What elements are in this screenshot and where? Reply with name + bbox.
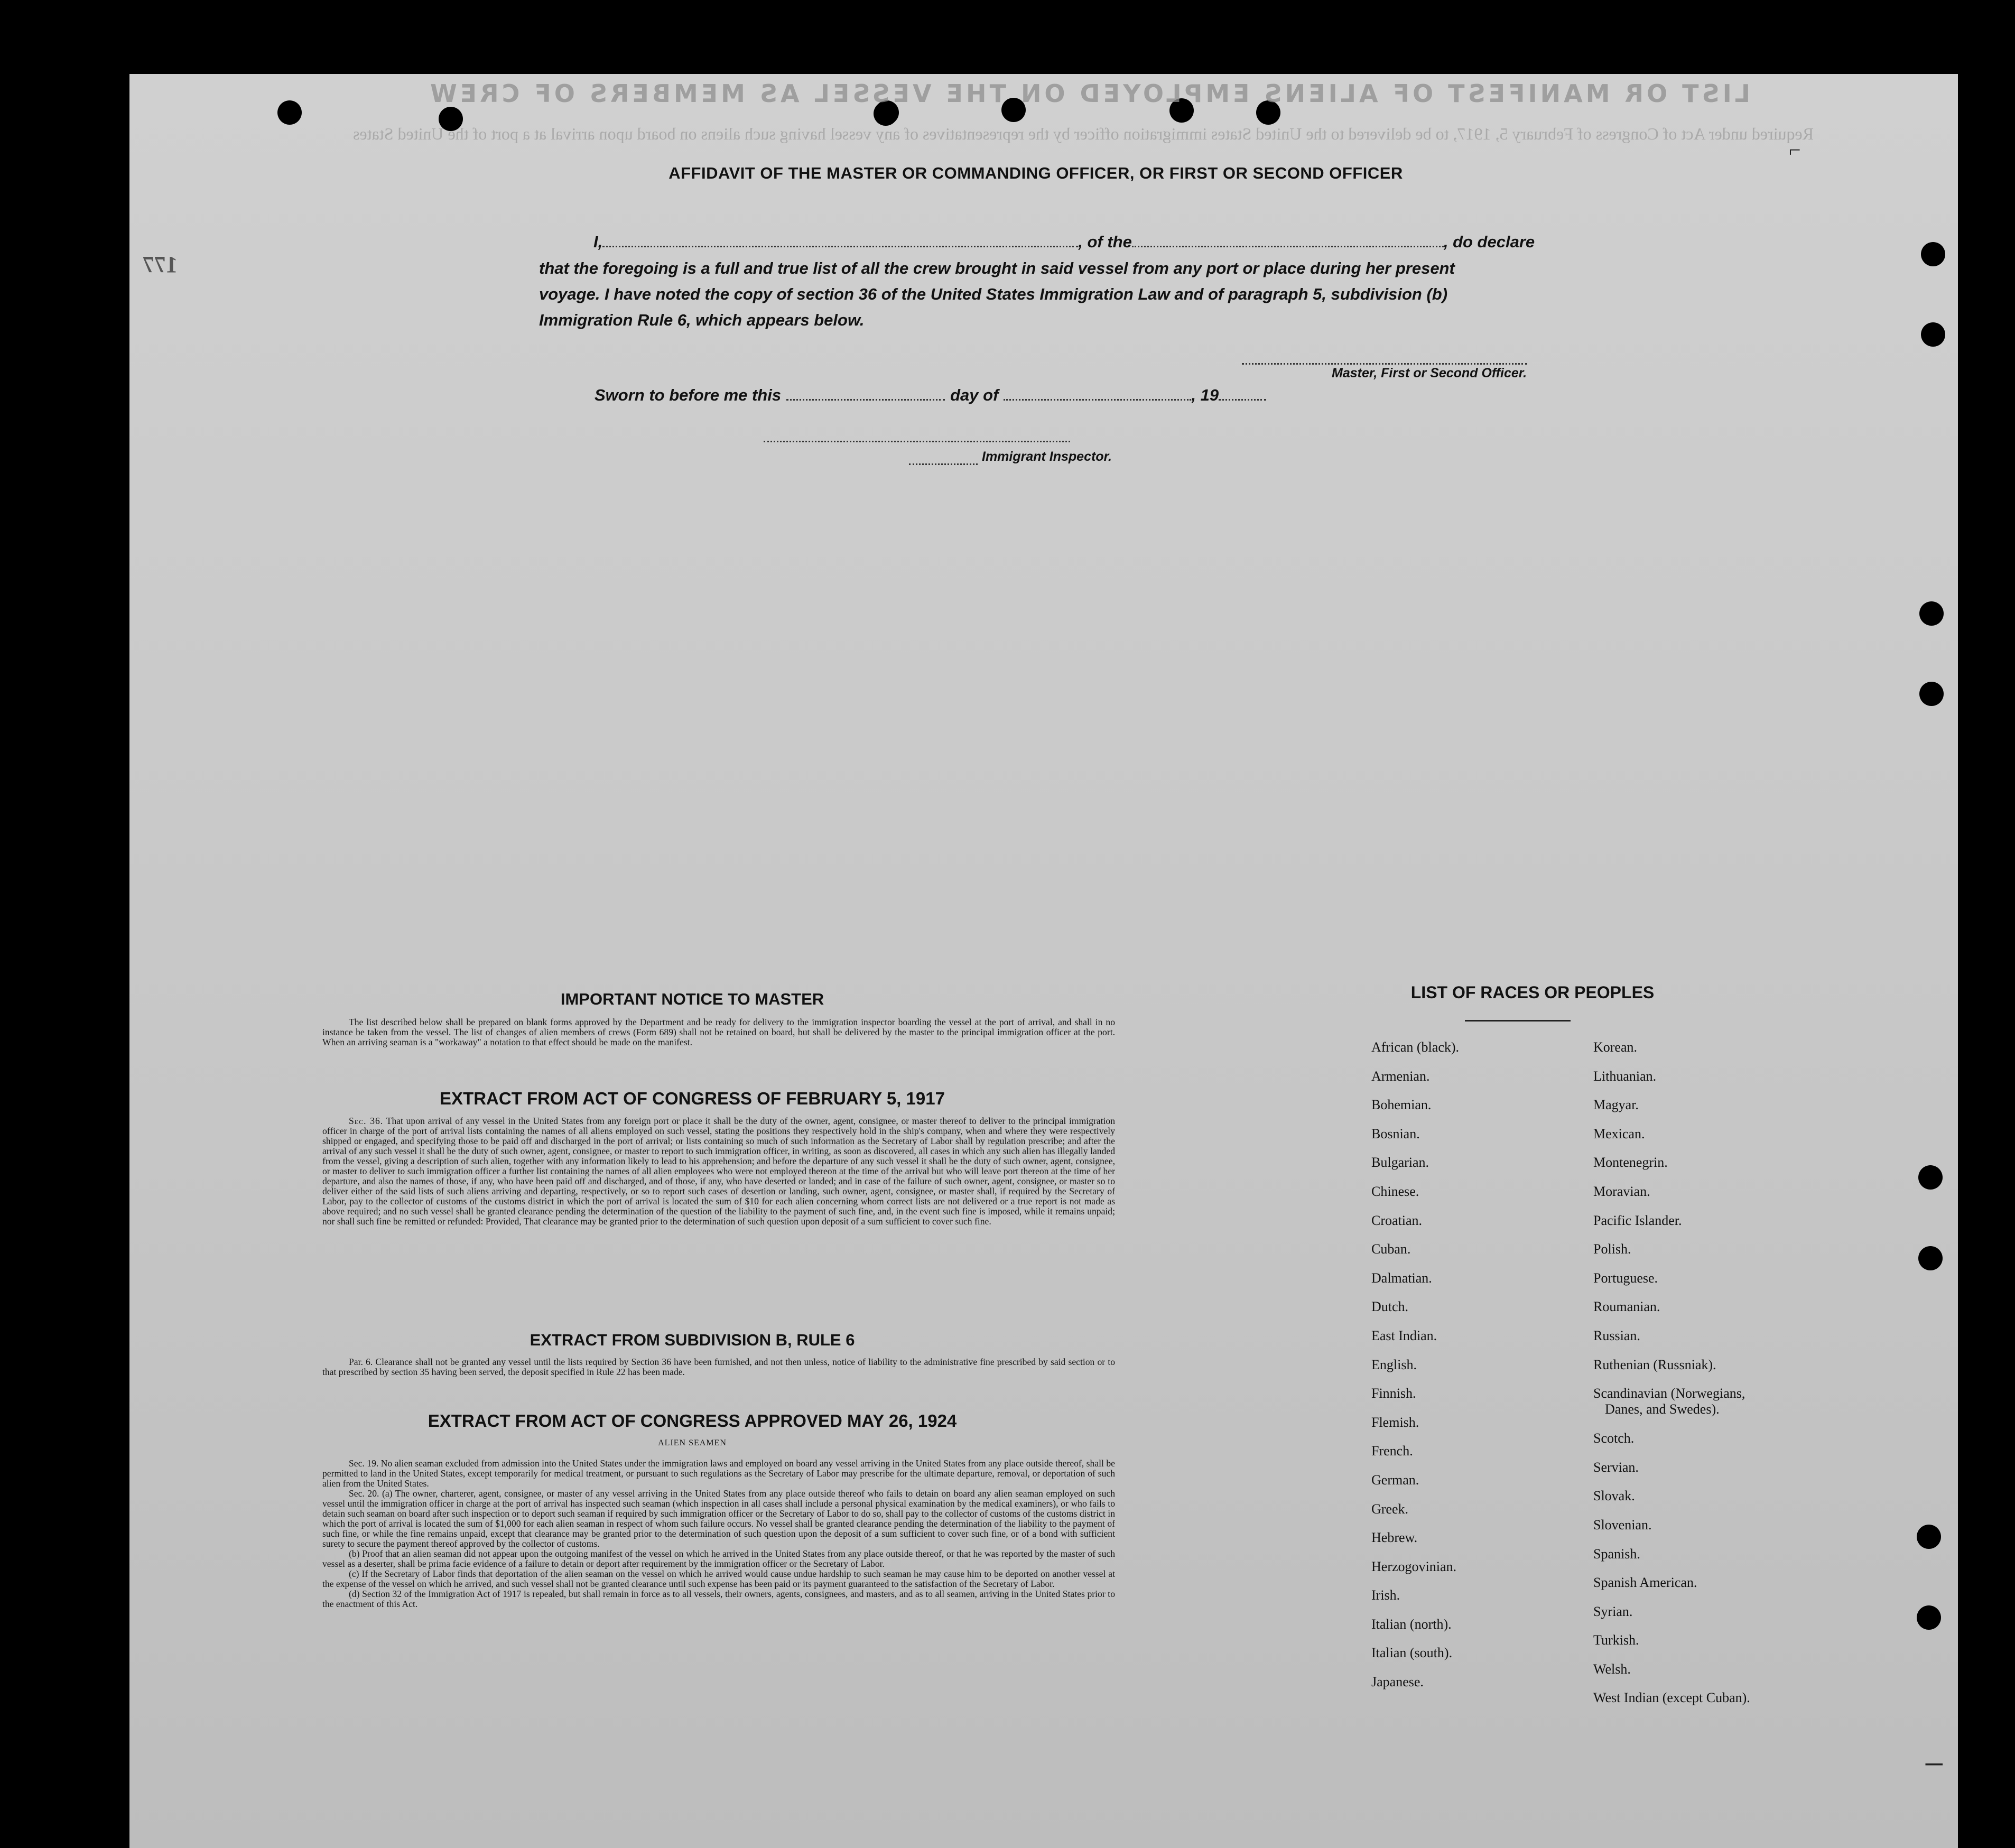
sworn-year: , 19 xyxy=(1191,386,1219,404)
races-title: LIST OF RACES OR PEOPLES xyxy=(1410,983,1655,1002)
punch-hole xyxy=(1919,682,1944,706)
sec36-text: That upon arrival of any vessel in the United States from any foreign port or place it shall be the duty of the owner, agent, consignee, or master thereof to deliver to the principal immigration officer in charge of the port of arrival lists containing the names of all aliens employed on such vessel, stating the positions they respectively hold in the ship's company, when and where they were respectively shipped or engaged, and specifying those to be paid off and discharged in the port of arrival; or lists containing so much of such information as the Secretary of Labor shall by regulation prescribe; and after the arrival of any such vessel it shall be the duty of such owner, agent, consignee, or master to report to such immigration officer, in writing, as soon as discovered, all cases in which any such alien has illegally landed from the vessel, giving a description of such alien, together with any information likely to lead to his apprehension; and before the departure of any such vessel it shall be the duty of such owner, agent, consignee, or master to deliver to such immigration officer a further list containing the names of all alien employees who were not employed thereon at the time of the arrival but who will leave port thereon at the time of her departure, and also the names of those, if any, who have been paid off and discharged, and of those, if any, who have deserted or landed; and in case of the failure of such owner, agent, consignee, or master so to deliver either of the said lists of such aliens arriving and departing, respectively, or so to report such cases of desertion or landing, such owner, agent, consignee, or master shall, if required by the Secretary of Labor, pay to the collector of customs of the customs district in which the port of arrival is located the sum of $10 for each alien concerning whom correct lists are not delivered or a true report is not made as above required; and no such vessel shall be granted clearance pending the determination of the question of the liability to the payment of such fine, and, in the event such fine is imposed, while it remains unpaid; nor shall such fine be remitted or refunded: Provided, That clearance may be granted prior to the determination of such question upon deposit of a sum sufficient to cover such fine. xyxy=(322,1116,1115,1227)
race-item: Servian. xyxy=(1593,1459,1639,1475)
race-item: Bohemian. xyxy=(1371,1097,1432,1113)
master-role-label: Master, First or Second Officer. xyxy=(1332,366,1527,380)
race-item: Roumanian. xyxy=(1593,1299,1660,1315)
signature-blank xyxy=(1242,351,1527,365)
year-blank xyxy=(1219,387,1266,401)
race-item: Scotch. xyxy=(1593,1431,1635,1446)
affidavit-line-4: Immigration Rule 6, which appears below. xyxy=(539,311,865,329)
notice-text xyxy=(322,1017,1115,1047)
race-item: German. xyxy=(1371,1472,1419,1488)
affidavit-i: I, xyxy=(593,233,603,251)
sec36-label: Sec. 36. xyxy=(349,1116,384,1126)
race-item: Mexican. xyxy=(1593,1126,1645,1141)
punch-hole xyxy=(1921,242,1945,266)
vessel-blank xyxy=(1132,234,1444,247)
punch-hole xyxy=(1917,1525,1941,1549)
races-left-column xyxy=(1371,1039,1459,1703)
race-item: Danes, and Swedes). xyxy=(1605,1401,1720,1417)
race-item: Italian (south). xyxy=(1371,1645,1453,1661)
sworn-line xyxy=(595,386,1625,405)
extract-1924-text xyxy=(322,1459,1115,1609)
alien-seamen-subtitle: ALIEN SEAMEN xyxy=(658,1438,727,1447)
race-item: Spanish American. xyxy=(1593,1575,1697,1591)
affidavit-of-the: , of the xyxy=(1078,233,1132,251)
race-item: Croatian. xyxy=(1371,1212,1423,1228)
race-item: English. xyxy=(1371,1357,1417,1372)
sec20c-paragraph: (c) If the Secretary of Labor finds that deportation of the alien seaman on the vessel on which he arrived would cause undue hardship to such seaman he may cause him to be deported on another vessel at the expense of the vessel on which he arrived, and such vessel shall not be granted clearance until such expense has been paid or its payment guaranteed to the satisfaction of the Secretary of Labor. xyxy=(322,1568,1115,1589)
sec19-paragraph: Sec. 19. No alien seaman excluded from admission into the United States under the immigration laws and employed on board any vessel arriving in the United States from any place outside thereof, shall be permitted to land in the United States, except temporarily for medical treatment, or pursuant to such regulations as the Secretary of Labor may prescribe for the ultimate departure, removal, or deportation of such alien from the United States. xyxy=(322,1458,1115,1489)
race-item: Irish. xyxy=(1371,1587,1400,1603)
sec20b-paragraph: (b) Proof that an alien seaman did not appear upon the outgoing manifest of the vessel on which he arrived in the United States from any place outside thereof, or that he was reported by the master of such vessel as a deserter, shall be prima facie evidence of a failure to detain or deport after requirement by the immigration officer or the Secretary of Labor. xyxy=(322,1548,1115,1569)
race-item: Ruthenian (Russniak). xyxy=(1593,1357,1716,1372)
race-item: Bosnian. xyxy=(1371,1126,1420,1141)
race-item: Japanese. xyxy=(1371,1674,1424,1690)
race-item: Portuguese. xyxy=(1593,1270,1658,1286)
punch-hole xyxy=(1919,601,1944,626)
sec20a-paragraph: Sec. 20. (a) The owner, charterer, agent, consignee, or master of any vessel arriving in the United States from any place outside thereof who fails to detain on board any alien seaman employed on such vessel until the immigration officer in charge at the port of arrival has inspected such seaman (which inspection in all cases shall include a personal physical examination by the medical examiners), or who fails to detain such seaman on board after such inspection or to deport such seaman if required by such immigration officer or the Secretary of Labor to do so, shall pay to the collector of customs of the customs district in which the port of arrival is located the sum of $1,000 for each alien seaman in respect of whom such failure occurs. No vessel shall be granted clearance pending the determination of the liability to the payment of such fine, or while the fine remains unpaid, except that clearance may be granted prior to the determination of such question upon the deposit of a sum sufficient to cover such fine, or of a bond with sufficient surety to secure the payment thereof approved by the collector of customs. xyxy=(322,1488,1115,1549)
notice-paragraph: The list described below shall be prepared on blank forms approved by the Department and be ready for delivery to the immigration inspector boarding the vessel at the port of arrival, and shall in no instance be taken from the vessel. The list of changes of alien members of crews (Form 689) shall not be retained on board, but shall be delivered by the master to the principal immigration officer at the port. When an arriving seaman is a "workaway" a notation to that effect should be made on the manifest. xyxy=(322,1017,1115,1047)
extract-1917-title: EXTRACT FROM ACT OF CONGRESS OF FEBRUARY 5, 1917 xyxy=(440,1089,945,1108)
race-item: Welsh. xyxy=(1593,1661,1631,1677)
page-number: 177 xyxy=(143,252,178,277)
race-item: Chinese. xyxy=(1371,1183,1419,1199)
corner-mark: − xyxy=(1924,1744,1945,1785)
corner-mark: ⌐ xyxy=(1789,138,1801,162)
name-blank xyxy=(602,234,1078,247)
sworn-day-of: day of xyxy=(950,386,999,404)
punch-hole xyxy=(1918,1246,1943,1270)
race-item: African (black). xyxy=(1371,1039,1460,1055)
race-item: Finnish. xyxy=(1371,1386,1416,1401)
race-item: Korean. xyxy=(1593,1039,1638,1055)
punch-hole xyxy=(1917,1605,1941,1630)
extract-1917-text xyxy=(322,1116,1115,1227)
extract-rule6-title: EXTRACT FROM SUBDIVISION B, RULE 6 xyxy=(530,1331,855,1349)
race-item: Dutch. xyxy=(1371,1299,1409,1315)
affidavit-do-declare: , do declare xyxy=(1443,233,1535,251)
race-item: Bulgarian. xyxy=(1371,1155,1429,1171)
sec20d-paragraph: (d) Section 32 of the Immigration Act of 1917 is repealed, but shall remain in force as to all vessels, their owners, agents, consignees, and masters, and as to all seamen, arriving in the United States prior to the enactment of this Act. xyxy=(322,1589,1115,1609)
bleed-through-title: LIST OR MANIFEST OF ALIENS EMPLOYED ON THE VESSEL AS MEMBERS OF CREW xyxy=(427,79,1751,108)
race-item: Lithuanian. xyxy=(1593,1068,1657,1084)
races-right-column xyxy=(1593,1039,1750,1719)
race-item: Herzogovinian. xyxy=(1371,1558,1457,1574)
inspector-signature-blank xyxy=(764,429,1070,442)
race-item: Scandinavian (Norwegians, xyxy=(1593,1386,1745,1401)
race-item: Spanish. xyxy=(1593,1546,1640,1562)
affidavit-line-2: that the foregoing is a full and true list of all the crew brought in said vessel from any port or place during her present xyxy=(539,259,1455,277)
race-item: Greek. xyxy=(1371,1501,1409,1517)
race-item: Flemish. xyxy=(1371,1414,1419,1430)
rule6-paragraph: Par. 6. Clearance shall not be granted any vessel until the lists required by Section 36 have been furnished, and not then unless, notice of liability to the administrative fine prescribed by said section or to that prescribed by section 35 having been served, the deposit specified in Rule 22 has been made. xyxy=(322,1357,1115,1377)
day-blank xyxy=(786,387,945,401)
race-item: Moravian. xyxy=(1593,1183,1650,1199)
race-item: French. xyxy=(1371,1443,1413,1459)
affidavit-line-3: voyage. I have noted the copy of section 36 of the United States Immigration Law and of paragraph 5, subdivision (b) xyxy=(539,285,1448,303)
race-item: Hebrew. xyxy=(1371,1530,1418,1546)
race-item: Magyar. xyxy=(1593,1097,1639,1113)
race-item: Russian. xyxy=(1593,1327,1640,1343)
sworn-prefix: Sworn to before me this xyxy=(595,386,782,404)
race-item: Italian (north). xyxy=(1371,1616,1452,1632)
bleed-through-subtitle: Required under Act of Congress of February 5, 1917, to be delivered to the United States immigration officer by the representatives of any vessel having such aliens on board upon arrival at a port of the United States xyxy=(353,124,1814,143)
race-item: Slovenian. xyxy=(1593,1517,1652,1533)
race-item: Montenegrin. xyxy=(1593,1155,1668,1171)
race-item: Turkish. xyxy=(1593,1632,1639,1648)
affidavit-title: AFFIDAVIT OF THE MASTER OR COMMANDING OFFICER, OR FIRST OR SECOND OFFICER xyxy=(668,164,1403,182)
race-item: West Indian (except Cuban). xyxy=(1593,1690,1750,1706)
punch-hole xyxy=(1918,1165,1943,1190)
month-blank xyxy=(1004,387,1191,401)
inspector-name-blank xyxy=(909,452,978,465)
extract-1924-title: EXTRACT FROM ACT OF CONGRESS APPROVED MAY 26, 1924 xyxy=(428,1411,957,1431)
race-item: Dalmatian. xyxy=(1371,1270,1432,1286)
race-item: Pacific Islander. xyxy=(1593,1212,1682,1228)
extract-rule6-text xyxy=(322,1357,1115,1377)
race-item: Polish. xyxy=(1593,1241,1631,1257)
inspector-role-label: Immigrant Inspector. xyxy=(982,449,1112,464)
race-item: East Indian. xyxy=(1371,1327,1437,1343)
race-item: Armenian. xyxy=(1371,1068,1430,1084)
affidavit-declaration-line xyxy=(539,233,1570,252)
races-title-rule xyxy=(1465,1020,1571,1021)
race-item: Slovak. xyxy=(1593,1488,1635,1504)
race-item: Syrian. xyxy=(1593,1603,1633,1619)
notice-title: IMPORTANT NOTICE TO MASTER xyxy=(560,990,824,1008)
punch-hole xyxy=(1921,322,1945,347)
race-item: Cuban. xyxy=(1371,1241,1411,1257)
